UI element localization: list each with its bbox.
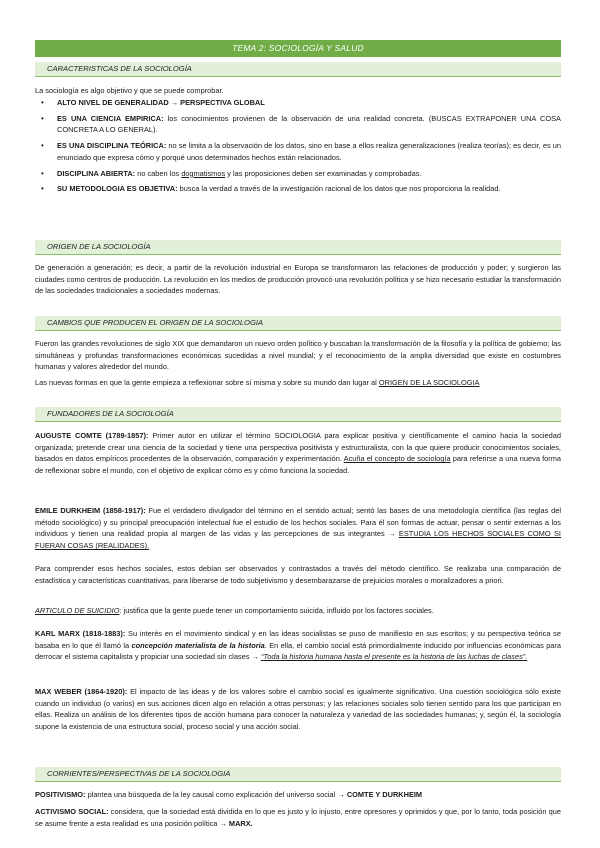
weber-paragraph: MAX WEBER (1864-1920): El impacto de las ideas y de los valores sobre el cambio social es igualmente significativo. Una cuestión sociológica sólo existe cuando un individuo (o varios) en sus acciones dicen algo en relación a otras personas; y las relaciones sociales solo tienen sentido para los que participan en ellas. Realiza un análisis de los diferentes tipos de acción humana para conocer la naturaleza y variedad de las sociedades humanas; y, según él, la sociología supone la existencia de una estructura social, proceso social y una acción social. — [35, 687, 561, 732]
list-item: • ES UNA DISCIPLINA TEÓRICA: no se limita a la observación de los datos, sino en base a ellos realiza generalizaciones (realiza teorías); es decir, es un enunciado que expresa cómo y porqué unos determinados hechos están relacionados. — [35, 140, 561, 163]
caracteristicas-list — [35, 97, 561, 199]
marx-paragraph: KARL MARX (1818-1883): Su interés en el movimiento sindical y en las ideas socialistas se puso de manifiesto en sus escritos; y su perspectiva teórica se basaba en lo que él llamó la concepción materialista de la historia. En ella, el cambio social está primordialmente inducido por influencias económicas para derrocar el sistema capitalista y propiciar una sociedad sin clases → “Toda la historia humana hasta el presente es la historia de las luchas de clases”. — [35, 629, 561, 662]
list-item: • DISCIPLINA ABIERTA: no caben los dogmatismos y las proposiciones deben ser examinadas y comprobadas. — [35, 168, 561, 180]
caracteristicas-intro: La sociología es algo objetivo y que se puede comprobar. — [35, 86, 224, 95]
list-item: • ALTO NIVEL DE GENERALIDAD → PERSPECTIVA GLOBAL — [35, 97, 561, 109]
section-heading-origen: ORIGEN DE LA SOCIOLOGÍA — [35, 240, 561, 255]
durkheim-paragraph-2: Para comprender esos hechos sociales, estos debían ser observados y contrastados a través del método científico. Se realizaba una comparación de estadística y características cuantitativas, para liberarse de todo subjetivismo y desembarazarse de prejuicios morales o moralizadores a priori. — [35, 564, 561, 585]
list-item: • ES UNA CIENCIA EMPIRICA: los conocimientos provienen de la observación de una realidad concreta. (BUSCAS EXTRAPONER UNA COSA CONCRETA A LO GENERAL). — [35, 113, 561, 136]
cambios-paragraph: Fueron las grandes revoluciones de siglo XIX que demandaron un nuevo orden político y buscaban la transformación de la filosofía y la política de gobierno; las simultáneas y profundas transformaciones económicas sucedidas a nivel mundial; y el reconocimiento de la amplia diversidad que existe en costumbres humanas y valores alrededor del mundo. — [35, 339, 561, 372]
positivismo-paragraph: POSITIVISMO: plantea una búsqueda de la ley causal como explicación del universo social → COMTE Y DURKHEIM — [35, 790, 423, 799]
origen-paragraph: De generación a generación; es decir, a partir de la revolución industrial en Europa se transformaron las relaciones de producción y poder; y surgieron las ciudades como centros de producción. La revolución en los medios de producción provocó una revolución política y se hizo necesario estudiar la transformación de las sociedades tradicionales a sociedades modernas. — [35, 263, 561, 296]
comte-paragraph: AUGUSTE COMTE (1789-1857): Primer autor en utilizar el término SOCIOLOGIA para explicar positiva y científicamente el camino hacia la sociedad organizada; pretende crear una ciencia de la sociedad y tiene una perspectiva positivista y estructuralista, con la que quiere producir conocimientos sociales, basados en datos empíricos procedentes de la observación, comparación y experimentación. Acuña el concepto de sociología para referirse a una nueva forma de reflexionar sobre el mundo, con el objetivo de explicar cómo es y cómo funciona la sociedad. — [35, 431, 562, 476]
durkheim-paragraph: EMILE DURKHEIM (1858-1917): Fue el verdadero divulgador del término en el sentido actual; sentó las bases de una metodología científica (las reglas del método sociológico) y su principal preocupación intelectual fue el estudio de los hechos sociales. Para él son formas de actuar, pensar o sentir externas a los individuos y tienen una realidad propia al margen de las vidas y las percepciones de sus integrantes → ESTUDIA LOS HECHOS SOCIALES COMO SI FUERAN COSAS (REALIDADES). — [35, 506, 561, 551]
section-heading-fundadores: FUNDADORES DE LA SOCIOLOGÍA — [35, 407, 561, 422]
section-heading-corrientes: CORRIENTES/PERSPECTIVAS DE LA SOCIOLOGIA — [35, 767, 561, 782]
list-item: • SU METODOLOGIA ES OBJETIVA: busca la verdad a través de la investigación racional de los datos que nos proporciona la realidad. — [35, 183, 561, 195]
activismo-paragraph: ACTIVISMO SOCIAL: considera, que la sociedad está dividida en lo que es justo y lo injusto, entre opresores y oprimidos y que, por lo tanto, toda posición que se asume frente a esta realidad es una posición política → MARX. — [35, 807, 561, 828]
cambios-paragraph-2: Las nuevas formas en que la gente empieza a reflexionar sobre sí misma y sobre su mundo dan lugar al ORIGEN DE LA SOCIOLOGIA — [35, 378, 480, 387]
suicidio-paragraph: ARTICULO DE SUICIDIO: justifica que la gente puede tener un comportamiento suicida, influido por los factores sociales. — [35, 606, 434, 615]
document-title: TEMA 2: SOCIOLOGÍA Y SALUD — [35, 40, 561, 57]
section-heading-cambios: CAMBIOS QUE PRODUCEN EL ORIGEN DE LA SOCIOLOGIA — [35, 316, 561, 331]
section-heading-caracteristicas: CARACTERISTICAS DE LA SOCIOLOGÍA — [35, 62, 561, 77]
